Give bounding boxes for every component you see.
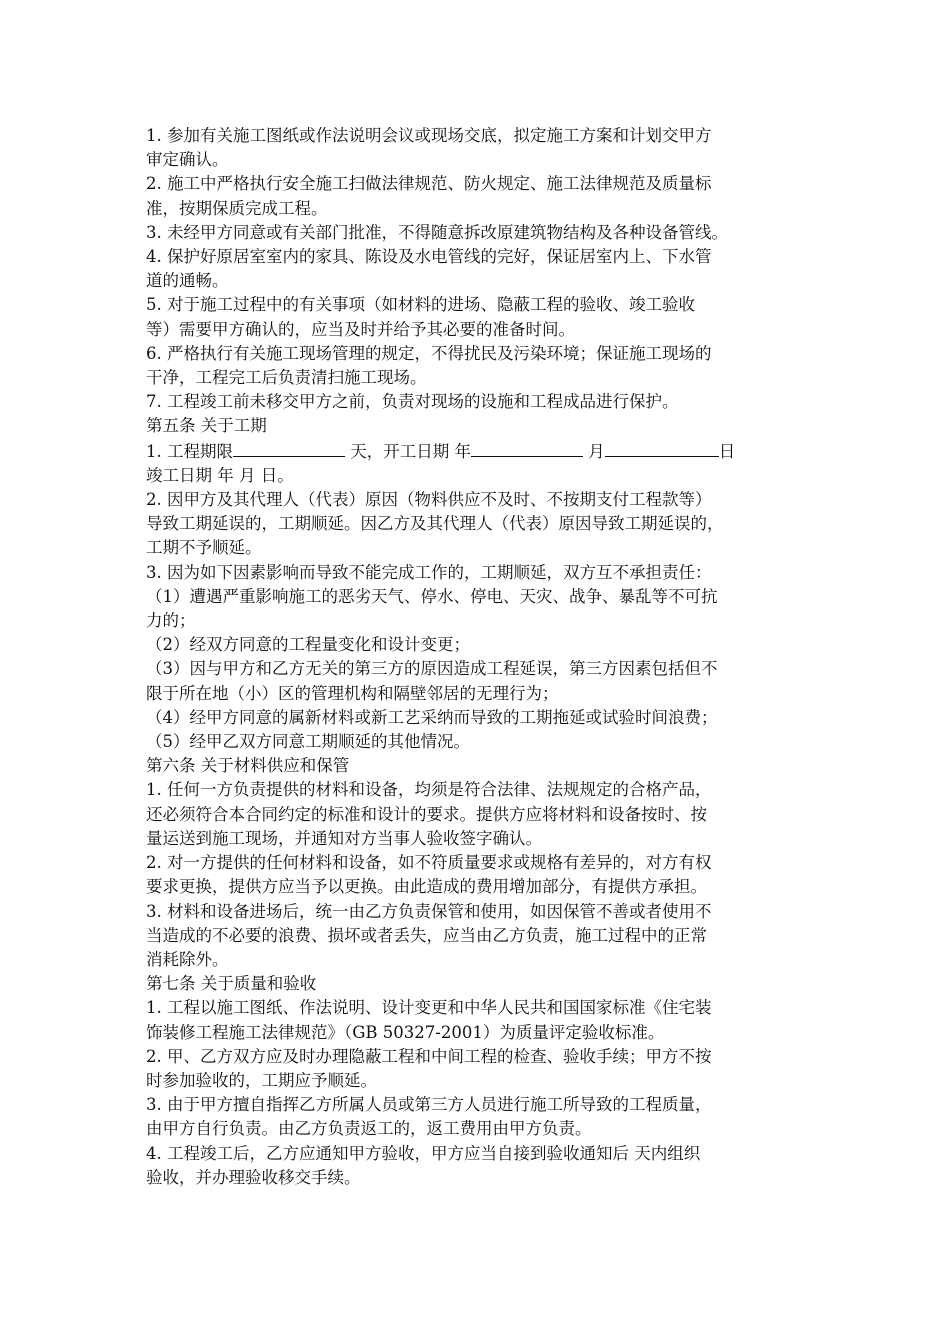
text-line: 导致工期延误的，工期顺延。因乙方及其代理人（代表）原因导致工期延误的， [146, 514, 724, 534]
text-line: 竣工日期 年 月 日。 [146, 465, 294, 485]
text-line: 3. 未经甲方同意或有关部门批准，不得随意拆改原建筑物结构及各种设备管线。 [146, 222, 728, 242]
text-line: 2. 因甲方及其代理人（代表）原因（物料供应不及时、不按期支付工程款等） [146, 490, 712, 510]
text-line: （1）遭遇严重影响施工的恶劣天气、停水、停电、天灾、战争、暴乱等不可抗 [146, 586, 718, 606]
text-line: 等）需要甲方确认的，应当及时并给予其必要的准备时间。 [146, 319, 575, 339]
text-line: （3）因与甲方和乙方无关的第三方的原因造成工程延误，第三方因素包括但不 [146, 659, 718, 679]
text-line: 2. 对一方提供的任何材料和设备，如不符质量要求或规格有差异的，对方有权 [146, 853, 712, 873]
text-line: 3. 因为如下因素影响而导致不能完成工作的，工期顺延，双方互不承担责任： [146, 562, 712, 582]
period-text-a: 1. 工程期限 [146, 441, 233, 461]
text-line: 2. 施工中严格执行安全施工扫做法律规范、防火规定、施工法律规范及质量标 [146, 174, 712, 194]
text-line: 5. 对于施工过程中的有关事项（如材料的进场、隐蔽工程的验收、竣工验收 [146, 295, 695, 315]
text-line: 1. 工程以施工图纸、作法说明、设计变更和中华人民共和国国家标准《住宅装 [146, 998, 712, 1018]
text-line: 时参加验收的，工期应予顺延。 [146, 1070, 377, 1090]
text-line: 1. 参加有关施工图纸或作法说明会议或现场交底，拟定施工方案和计划交甲方 [146, 126, 712, 145]
text-line: 2. 甲、乙方双方应及时办理隐蔽工程和中间工程的检查、验收手续；甲方不按 [146, 1046, 712, 1066]
text-line: 4. 工程竣工后，乙方应通知甲方验收，甲方应当自接到验收通知后 天内组织 [146, 1143, 701, 1163]
section-heading: 第六条 关于材料供应和保管 [146, 756, 350, 776]
text-line: （5）经甲乙双方同意工期顺延的其他情况。 [146, 732, 470, 752]
text-line: 道的通畅。 [146, 271, 229, 291]
text-line: 1. 任何一方负责提供的材料和设备，均须是符合法律、法规规定的合格产品， [146, 780, 712, 800]
text-line: 由甲方自行负责。由乙方负责返工的，返工费用由甲方负责。 [146, 1119, 592, 1139]
text-line: （2）经双方同意的工程量变化和设计变更； [146, 635, 470, 655]
text-line: 工期不予顺延。 [146, 538, 262, 558]
text-line: 4. 保护好原居室室内的家具、陈设及水电管线的完好，保证居室内上、下水管 [146, 247, 712, 267]
period-text-b: 天，开工日期 年 [345, 441, 471, 461]
document-body [146, 124, 816, 1190]
text-line: 量运送到施工现场，并通知对方当事人验收签字确认。 [146, 828, 542, 848]
section-heading: 第五条 关于工期 [146, 416, 267, 436]
text-line: 验收，并办理验收移交手续。 [146, 1167, 361, 1187]
text-line: 饰装修工程施工法律规范》（GB 50327-2001）为质量评定验收标准。 [146, 1022, 665, 1042]
text-line: 要求更换，提供方应当予以更换。由此造成的费用增加部分，有提供方承担。 [146, 877, 707, 897]
text-line: 还必须符合本合同约定的标准和设计的要求。提供方应将材料和设备按时、按 [146, 804, 707, 824]
text-line: 干净，工程完工后负责清扫施工现场。 [146, 368, 427, 388]
text-line: 6. 严格执行有关施工现场管理的规定，不得扰民及污染环境；保证施工现场的 [146, 343, 712, 363]
section-heading: 第七条 关于质量和验收 [146, 974, 317, 994]
text-line: 限于所在地（小）区的管理机构和隔壁邻居的无理行为； [146, 683, 559, 703]
text-line: 7. 工程竣工前未移交甲方之前，负责对现场的设施和工程成品进行保护。 [146, 392, 679, 412]
days-blank [233, 439, 345, 457]
period-text-c: 月 [583, 441, 605, 461]
period-text-d: 日 [718, 441, 736, 461]
text-line: 3. 材料和设备进场后，统一由乙方负责保管和使用，如因保管不善或者使用不 [146, 901, 712, 921]
text-line: 审定确认。 [146, 150, 229, 170]
text-line: 3. 由于甲方擅自指挥乙方所属人员或第三方人员进行施工所导致的工程质量， [146, 1095, 712, 1115]
text-line: 消耗除外。 [146, 949, 229, 969]
period-line [146, 439, 816, 464]
text-line: 力的； [146, 611, 196, 631]
text-line: （4）经甲方同意的属新材料或新工艺采纳而导致的工期拖延或试验时间浪费； [146, 707, 718, 727]
month-blank [605, 439, 719, 457]
text-line: 当造成的不必要的浪费、损坏或者丢失，应当由乙方负责，施工过程中的正常 [146, 925, 707, 945]
text-line: 准，按期保质完成工程。 [146, 198, 328, 218]
year-blank [471, 439, 583, 457]
